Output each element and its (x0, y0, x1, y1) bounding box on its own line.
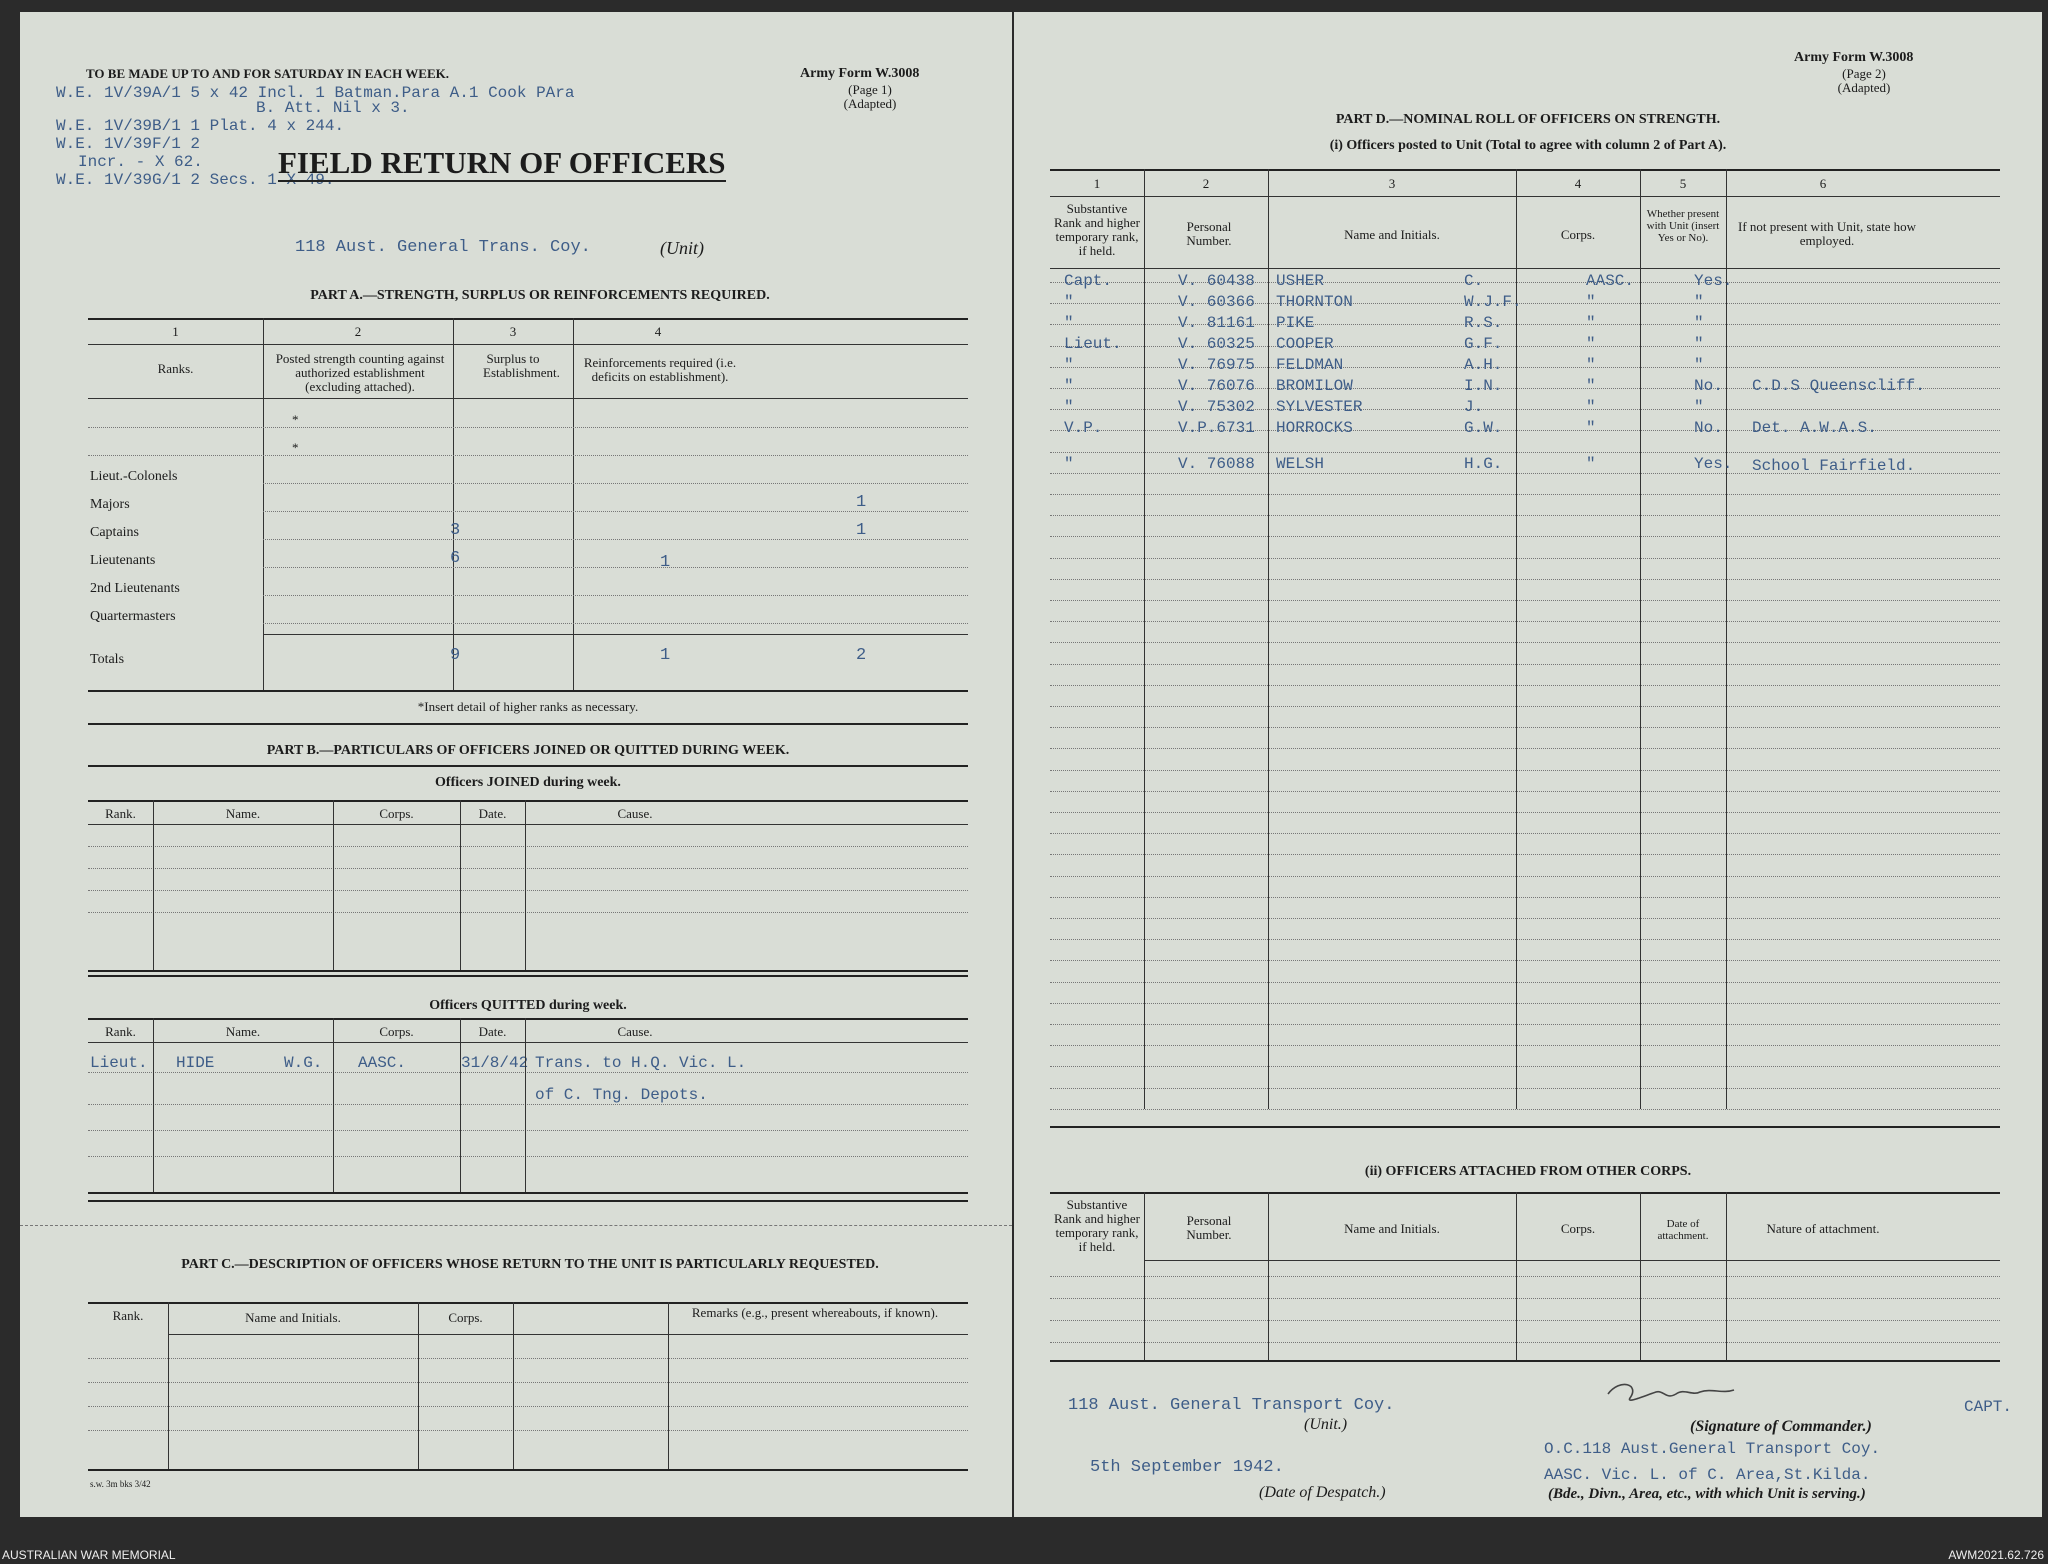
roll-initials: R.S. (1464, 314, 1503, 332)
roll-employed: Det. A.W.A.S. (1752, 419, 1877, 437)
col-head-posted: Posted strength counting against authorized establishment (excluding attached). (275, 351, 445, 394)
attached-title: (ii) OFFICERS ATTACHED FROM OTHER CORPS. (1364, 1164, 1692, 1179)
we-line: W.E. 1V/39B/1 1 Plat. 4 x 244. (56, 117, 345, 135)
col-head-rank: Substantive Rank and higher temporary rank, if held. (1054, 201, 1140, 258)
roll-number: V. 76076 (1178, 377, 1255, 395)
roll-name: FELDMAN (1276, 356, 1344, 374)
part-a-title: PART A.—STRENGTH, SURPLUS OR REINFORCEMENTS REQUIRED. (310, 288, 770, 303)
we-line: W.E. 1V/39A/1 5 x 42 Incl. 1 Batman.Para A.1 Cook PAra (56, 84, 575, 102)
footer-left: AUSTRALIAN WAR MEMORIAL (2, 1548, 176, 1562)
rank-label: Captains (90, 525, 139, 540)
roll-rank: " (1064, 398, 1074, 416)
rank-label: Lieutenants (90, 553, 156, 568)
star-mark: * (292, 440, 299, 455)
roll-initials: G.F. (1464, 335, 1503, 353)
roll-present: No. (1694, 377, 1723, 395)
col-head-employed: If not present with Unit, state how employed. (1738, 219, 1916, 248)
total-surplus: 1 (660, 646, 671, 665)
roll-corps: " (1586, 398, 1596, 416)
total-posted: 9 (450, 646, 461, 665)
we-line: W.E. 1V/39F/1 2 (56, 135, 201, 153)
unit-typed: 118 Aust. General Trans. Coy. (295, 238, 591, 257)
roll-initials: G.W. (1464, 419, 1503, 437)
roll-initials: H.G. (1464, 455, 1503, 473)
lieutenants-posted: 6 (450, 549, 461, 568)
part-c-title: PART C.—DESCRIPTION OF OFFICERS WHOSE RETURN TO THE UNIT IS PARTICULARLY REQUESTED. (181, 1257, 879, 1272)
joined-title: Officers JOINED during week. (435, 775, 621, 790)
col-head-ranks: Ranks. (157, 361, 194, 376)
roll-number: V. 60366 (1178, 293, 1255, 311)
roll-rank: " (1064, 356, 1074, 374)
signature-rank: CAPT. (1964, 1398, 2013, 1416)
roll-present: " (1694, 314, 1704, 332)
roll-name: COOPER (1276, 335, 1334, 353)
left-page (20, 12, 1012, 1517)
quitted-rank: Lieut. (90, 1054, 148, 1072)
roll-name: BROMILOW (1276, 377, 1353, 395)
col-date: Date. (478, 806, 507, 821)
roll-initials: C. (1464, 272, 1484, 290)
date-label: (Date of Despatch.) (1259, 1484, 1386, 1501)
col-number: 3 (1388, 176, 1396, 191)
unit-typed: 118 Aust. General Transport Coy. (1068, 1396, 1395, 1415)
roll-present: No. (1694, 419, 1723, 437)
col-corps: Corps. (379, 1024, 414, 1039)
col-number: 4 (1574, 176, 1582, 191)
quitted-cause-cont: of C. Tng. Depots. (535, 1086, 708, 1104)
roll-rank: Capt. (1064, 272, 1113, 290)
roll-employed: C.D.S Queenscliff. (1752, 377, 1925, 395)
roll-rank: " (1064, 377, 1074, 395)
att-col-corps: Corps. (1560, 1221, 1596, 1236)
rank-label: Lieut.-Colonels (90, 469, 178, 484)
quitted-initials: W.G. (284, 1054, 323, 1072)
col-name-initials: Name and Initials. (245, 1310, 341, 1325)
roll-present: " (1694, 335, 1704, 353)
roll-number: V.P.6731 (1178, 419, 1255, 437)
roll-name: PIKE (1276, 314, 1315, 332)
rank-label: Quartermasters (90, 609, 176, 624)
roll-corps: " (1586, 419, 1596, 437)
unit-label: (Unit) (660, 238, 704, 258)
att-col-name: Name and Initials. (1344, 1221, 1440, 1236)
att-col-nature: Nature of attachment. (1766, 1221, 1880, 1236)
att-col-number: Personal Number. (1186, 1213, 1232, 1242)
roll-present: " (1694, 293, 1704, 311)
roll-corps: " (1586, 314, 1596, 332)
roll-rank: " (1064, 293, 1074, 311)
col-number: 1 (1093, 176, 1101, 191)
adapted-label: (Adapted) (843, 96, 897, 111)
roll-present: Yes. (1694, 455, 1733, 473)
roll-initials: I.N. (1464, 377, 1503, 395)
footer-right: AWM2021.62.726 (1948, 1548, 2044, 1562)
lieutenants-surplus: 1 (660, 553, 671, 572)
col-number: 1 (172, 324, 179, 339)
col-date: Date. (478, 1024, 507, 1039)
majors-reinf: 1 (856, 493, 867, 512)
col-rank: Rank. (105, 1024, 136, 1039)
col-number: 2 (354, 324, 362, 339)
we-line: B. Att. Nil x 3. (256, 99, 410, 117)
quitted-title: Officers QUITTED during week. (429, 998, 627, 1013)
quitted-cause: Trans. to H.Q. Vic. L. (535, 1054, 747, 1072)
roll-number: V. 60438 (1178, 272, 1255, 290)
roll-name: SYLVESTER (1276, 398, 1363, 416)
col-cause: Cause. (617, 1024, 653, 1039)
page-title: FIELD RETURN OF OFFICERS (278, 145, 726, 180)
employed-cont: School Fairfield. (1752, 457, 1916, 475)
roll-number: V. 60325 (1178, 335, 1255, 353)
page-number: (Page 2) (1842, 66, 1886, 81)
oc-line-1: O.C.118 Aust.General Transport Coy. (1544, 1440, 1881, 1458)
col-number: 3 (509, 324, 517, 339)
rank-label: 2nd Lieutenants (90, 581, 180, 596)
we-line: W.E. 1V/39G/1 2 Secs. 1 X 49. (56, 171, 335, 189)
col-number: 2 (1202, 176, 1210, 191)
roll-present: " (1694, 398, 1704, 416)
part-b-title: PART B.—PARTICULARS OF OFFICERS JOINED OR QUITTED DURING WEEK. (266, 743, 790, 758)
form-number: Army Form W.3008 (1794, 50, 1914, 65)
col-head-reinforcements: Reinforcements required (i.e. deficits on establishment). (583, 355, 737, 384)
roll-rank: " (1064, 455, 1074, 473)
roll-rank: Lieut. (1064, 335, 1122, 353)
roll-number: V. 76975 (1178, 356, 1255, 374)
roll-rank: " (1064, 314, 1074, 332)
quitted-date: 31/8/42 (461, 1054, 529, 1072)
roll-present: " (1694, 356, 1704, 374)
col-name: Name. (225, 806, 261, 821)
roll-number: V. 81161 (1178, 314, 1255, 332)
col-rank: Rank. (112, 1308, 144, 1323)
col-cause: Cause. (617, 806, 653, 821)
oc-line-2: AASC. Vic. L. of C. Area,St.Kilda. (1544, 1466, 1871, 1484)
page-number: (Page 1) (848, 82, 892, 97)
star-mark: * (292, 412, 299, 427)
form-number: Army Form W.3008 (800, 66, 920, 81)
roll-corps: " (1586, 356, 1596, 374)
col-rank: Rank. (105, 806, 136, 821)
col-remarks: Remarks (e.g., present whereabouts, if known). (691, 1305, 939, 1320)
top-instruction: TO BE MADE UP TO AND FOR SATURDAY IN EACH WEEK. (86, 66, 449, 81)
printer-code: s.w. 3m bks 3/42 (90, 1479, 151, 1489)
col-corps: Corps. (379, 806, 414, 821)
roll-name: HORROCKS (1276, 419, 1353, 437)
commander-signature (1600, 1374, 1780, 1414)
roll-corps: " (1586, 455, 1596, 473)
col-number: 4 (654, 324, 662, 339)
part-d-subtitle: (i) Officers posted to Unit (Total to agree with column 2 of Part A). (1329, 138, 1727, 153)
adapted-label: (Adapted) (1837, 80, 1891, 95)
captains-posted: 3 (450, 521, 461, 540)
roll-initials: J. (1464, 398, 1484, 416)
bde-label: (Bde., Divn., Area, etc., with which Unit is serving.) (1548, 1486, 1866, 1502)
quitted-corps: AASC. (358, 1054, 407, 1072)
roll-number: V. 75302 (1178, 398, 1255, 416)
roll-initials: A.H. (1464, 356, 1503, 374)
roll-initials: W.J.F. (1464, 293, 1522, 311)
col-name: Name. (225, 1024, 261, 1039)
roll-name: USHER (1276, 272, 1325, 290)
col-number: 5 (1679, 176, 1687, 191)
captains-reinf: 1 (856, 521, 867, 540)
roll-name: THORNTON (1276, 293, 1353, 311)
att-col-rank: Substantive Rank and higher temporary rank, if held. (1054, 1197, 1140, 1254)
roll-corps: " (1586, 293, 1596, 311)
col-head-name: Name and Initials. (1344, 227, 1440, 242)
unit-label: (Unit.) (1304, 1416, 1348, 1433)
part-d-title: PART D.—NOMINAL ROLL OF OFFICERS ON STRENGTH. (1335, 112, 1721, 127)
att-col-date: Date of attachment. (1657, 1218, 1709, 1242)
part-a-footnote: *Insert detail of higher ranks as necessary. (417, 699, 639, 714)
roll-corps: " (1586, 377, 1596, 395)
roll-corps: " (1586, 335, 1596, 353)
roll-name: WELSH (1276, 455, 1325, 473)
we-line: Incr. - X 62. (78, 153, 203, 171)
roll-rank: V.P. (1064, 419, 1103, 437)
col-head-number: Personal Number. (1186, 219, 1232, 248)
col-head-surplus: Surplus to Establishment. (483, 351, 560, 380)
col-number: 6 (1819, 176, 1827, 191)
totals-label: Totals (90, 652, 125, 667)
roll-number: V. 76088 (1178, 455, 1255, 473)
total-reinf: 2 (856, 646, 867, 665)
quitted-name: HIDE (176, 1054, 215, 1072)
col-head-corps: Corps. (1560, 227, 1596, 242)
right-page (1014, 12, 2042, 1517)
roll-corps: AASC. (1586, 272, 1635, 290)
date-typed: 5th September 1942. (1090, 1458, 1284, 1477)
signature-label: (Signature of Commander.) (1690, 1418, 1872, 1435)
roll-present: Yes. (1694, 272, 1733, 290)
col-head-present: Whether present with Unit (insert Yes or No). (1646, 208, 1720, 244)
col-corps: Corps. (448, 1310, 483, 1325)
rank-label: Majors (90, 497, 130, 512)
